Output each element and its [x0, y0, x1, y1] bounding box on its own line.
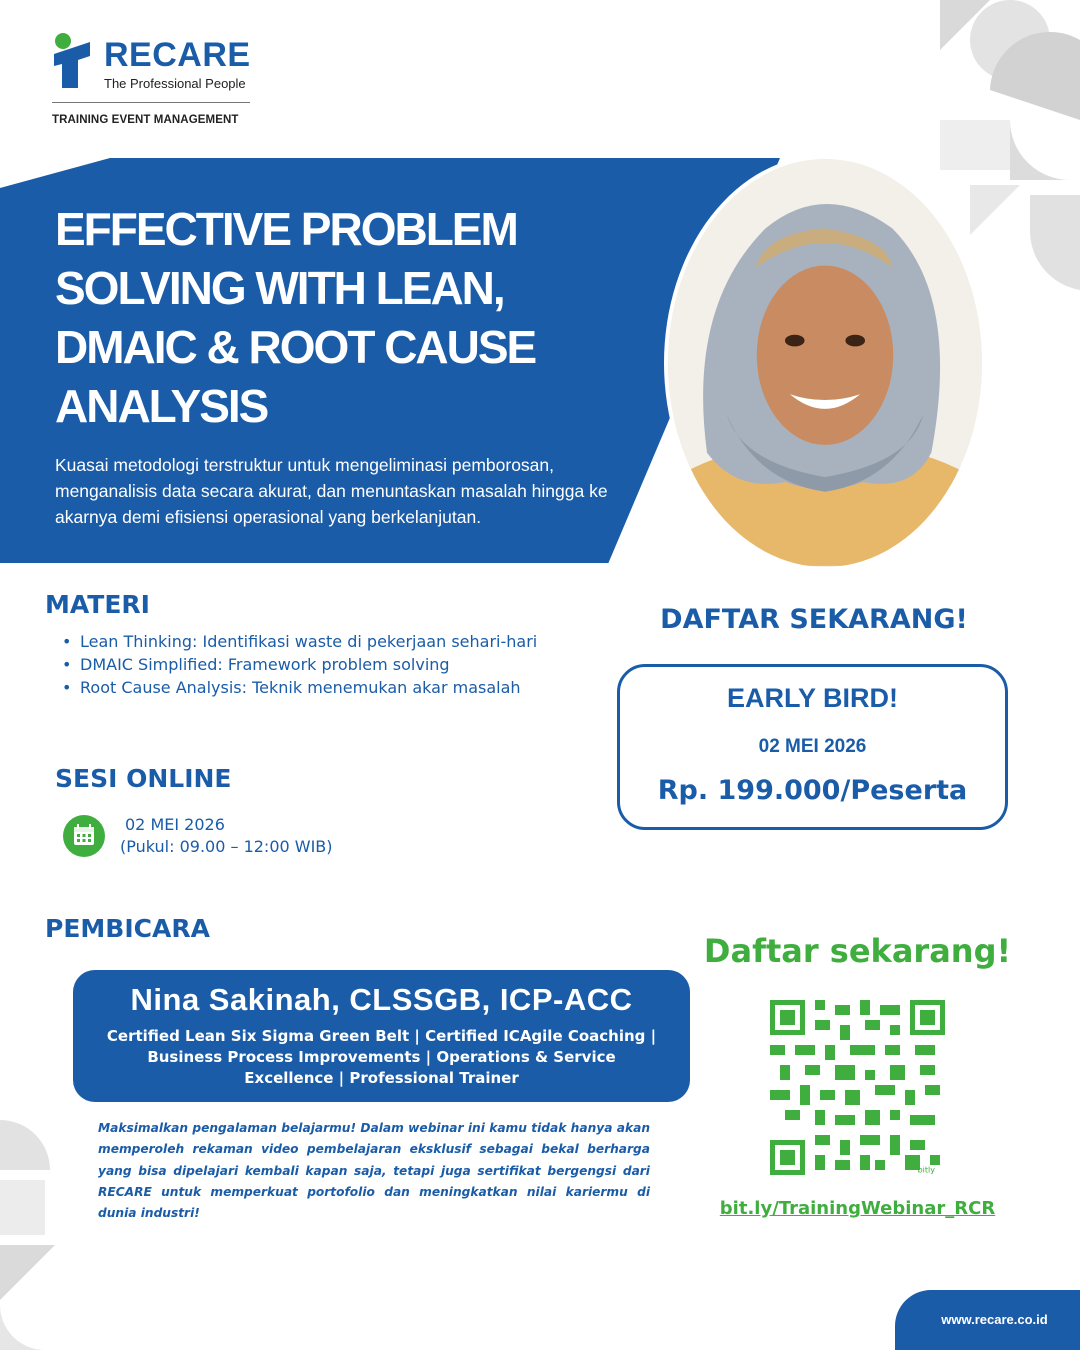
early-bird-card — [617, 664, 1008, 830]
speaker-card — [73, 970, 690, 1102]
materi-item: • DMAIC Simplified: Framework problem solving — [62, 653, 582, 676]
materi-heading: MATERI — [45, 590, 150, 619]
qr-code-icon[interactable] — [770, 1000, 945, 1175]
sesi-date: 02 MEI 2026 — [125, 815, 225, 834]
register-cta: Daftar sekarang! — [703, 932, 1012, 970]
recare-logo-icon — [52, 32, 96, 88]
brand-name: RECARE — [104, 36, 251, 74]
register-heading: DAFTAR SEKARANG! — [660, 604, 968, 635]
event-title: EFFECTIVE PROBLEM SOLVING WITH LEAN, DMAIC & ROOT CAUSE ANALYSIS — [55, 203, 536, 432]
decorative-shapes-bottom-left — [0, 1120, 60, 1350]
speaker-portrait-icon — [668, 159, 982, 567]
price-label: Rp. 199.000/Peserta — [657, 775, 968, 806]
sesi-heading: SESI ONLINE — [55, 764, 232, 793]
sesi-time: (Pukul: 09.00 – 12:00 WIB) — [120, 837, 333, 856]
materi-item: • Root Cause Analysis: Teknik menemukan akar masalah — [62, 676, 582, 699]
speaker-photo — [664, 155, 986, 571]
calendar-icon — [63, 815, 105, 857]
website-link[interactable]: www.recare.co.id — [941, 1312, 1048, 1327]
pembicara-heading: PEMBICARA — [45, 914, 210, 943]
early-bird-date: 02 MEI 2026 — [758, 736, 867, 757]
early-bird-title: EARLY BIRD! — [726, 683, 899, 713]
logo-divider — [52, 102, 250, 103]
registration-link[interactable]: bit.ly/TrainingWebinar_RCR — [719, 1198, 996, 1219]
speaker-credentials: Certified Lean Six Sigma Green Belt | Certified ICAgile Coaching | Business Process Improvements | Operations & Service Excellence | Professional Trainer — [106, 1027, 657, 1087]
materi-item: • Lean Thinking: Identifikasi waste di pekerjaan sehari-hari — [62, 630, 582, 653]
materi-list — [62, 630, 582, 699]
event-description: Kuasai metodologi terstruktur untuk mengeliminasi pemborosan, menganalisis data secara akurat, dan menuntaskan masalah hingga ke akarnya demi efisiensi operasional yang berkelanjutan. — [55, 455, 608, 527]
footer-tab — [895, 1290, 1080, 1350]
brand-subtitle: TRAINING EVENT MANAGEMENT — [52, 114, 239, 126]
promo-text: Maksimalkan pengalaman belajarmu! Dalam webinar ini kamu tidak hanya akan memperoleh rekaman video pembelajaran eksklusif sebagai bekal berharga yang bisa dipelajari kembali kapan saja, tetapi juga sertifikat bergengsi dari RECARE untuk memperkuat portofolio dan meningkatkan nilai kariermu di dunia industri! — [98, 1121, 650, 1221]
qr-watermark: bitly — [917, 1165, 935, 1175]
brand-tagline: The Professional People — [104, 76, 246, 91]
speaker-name: Nina Sakinah, CLSSGB, ICP-ACC — [130, 982, 633, 1017]
